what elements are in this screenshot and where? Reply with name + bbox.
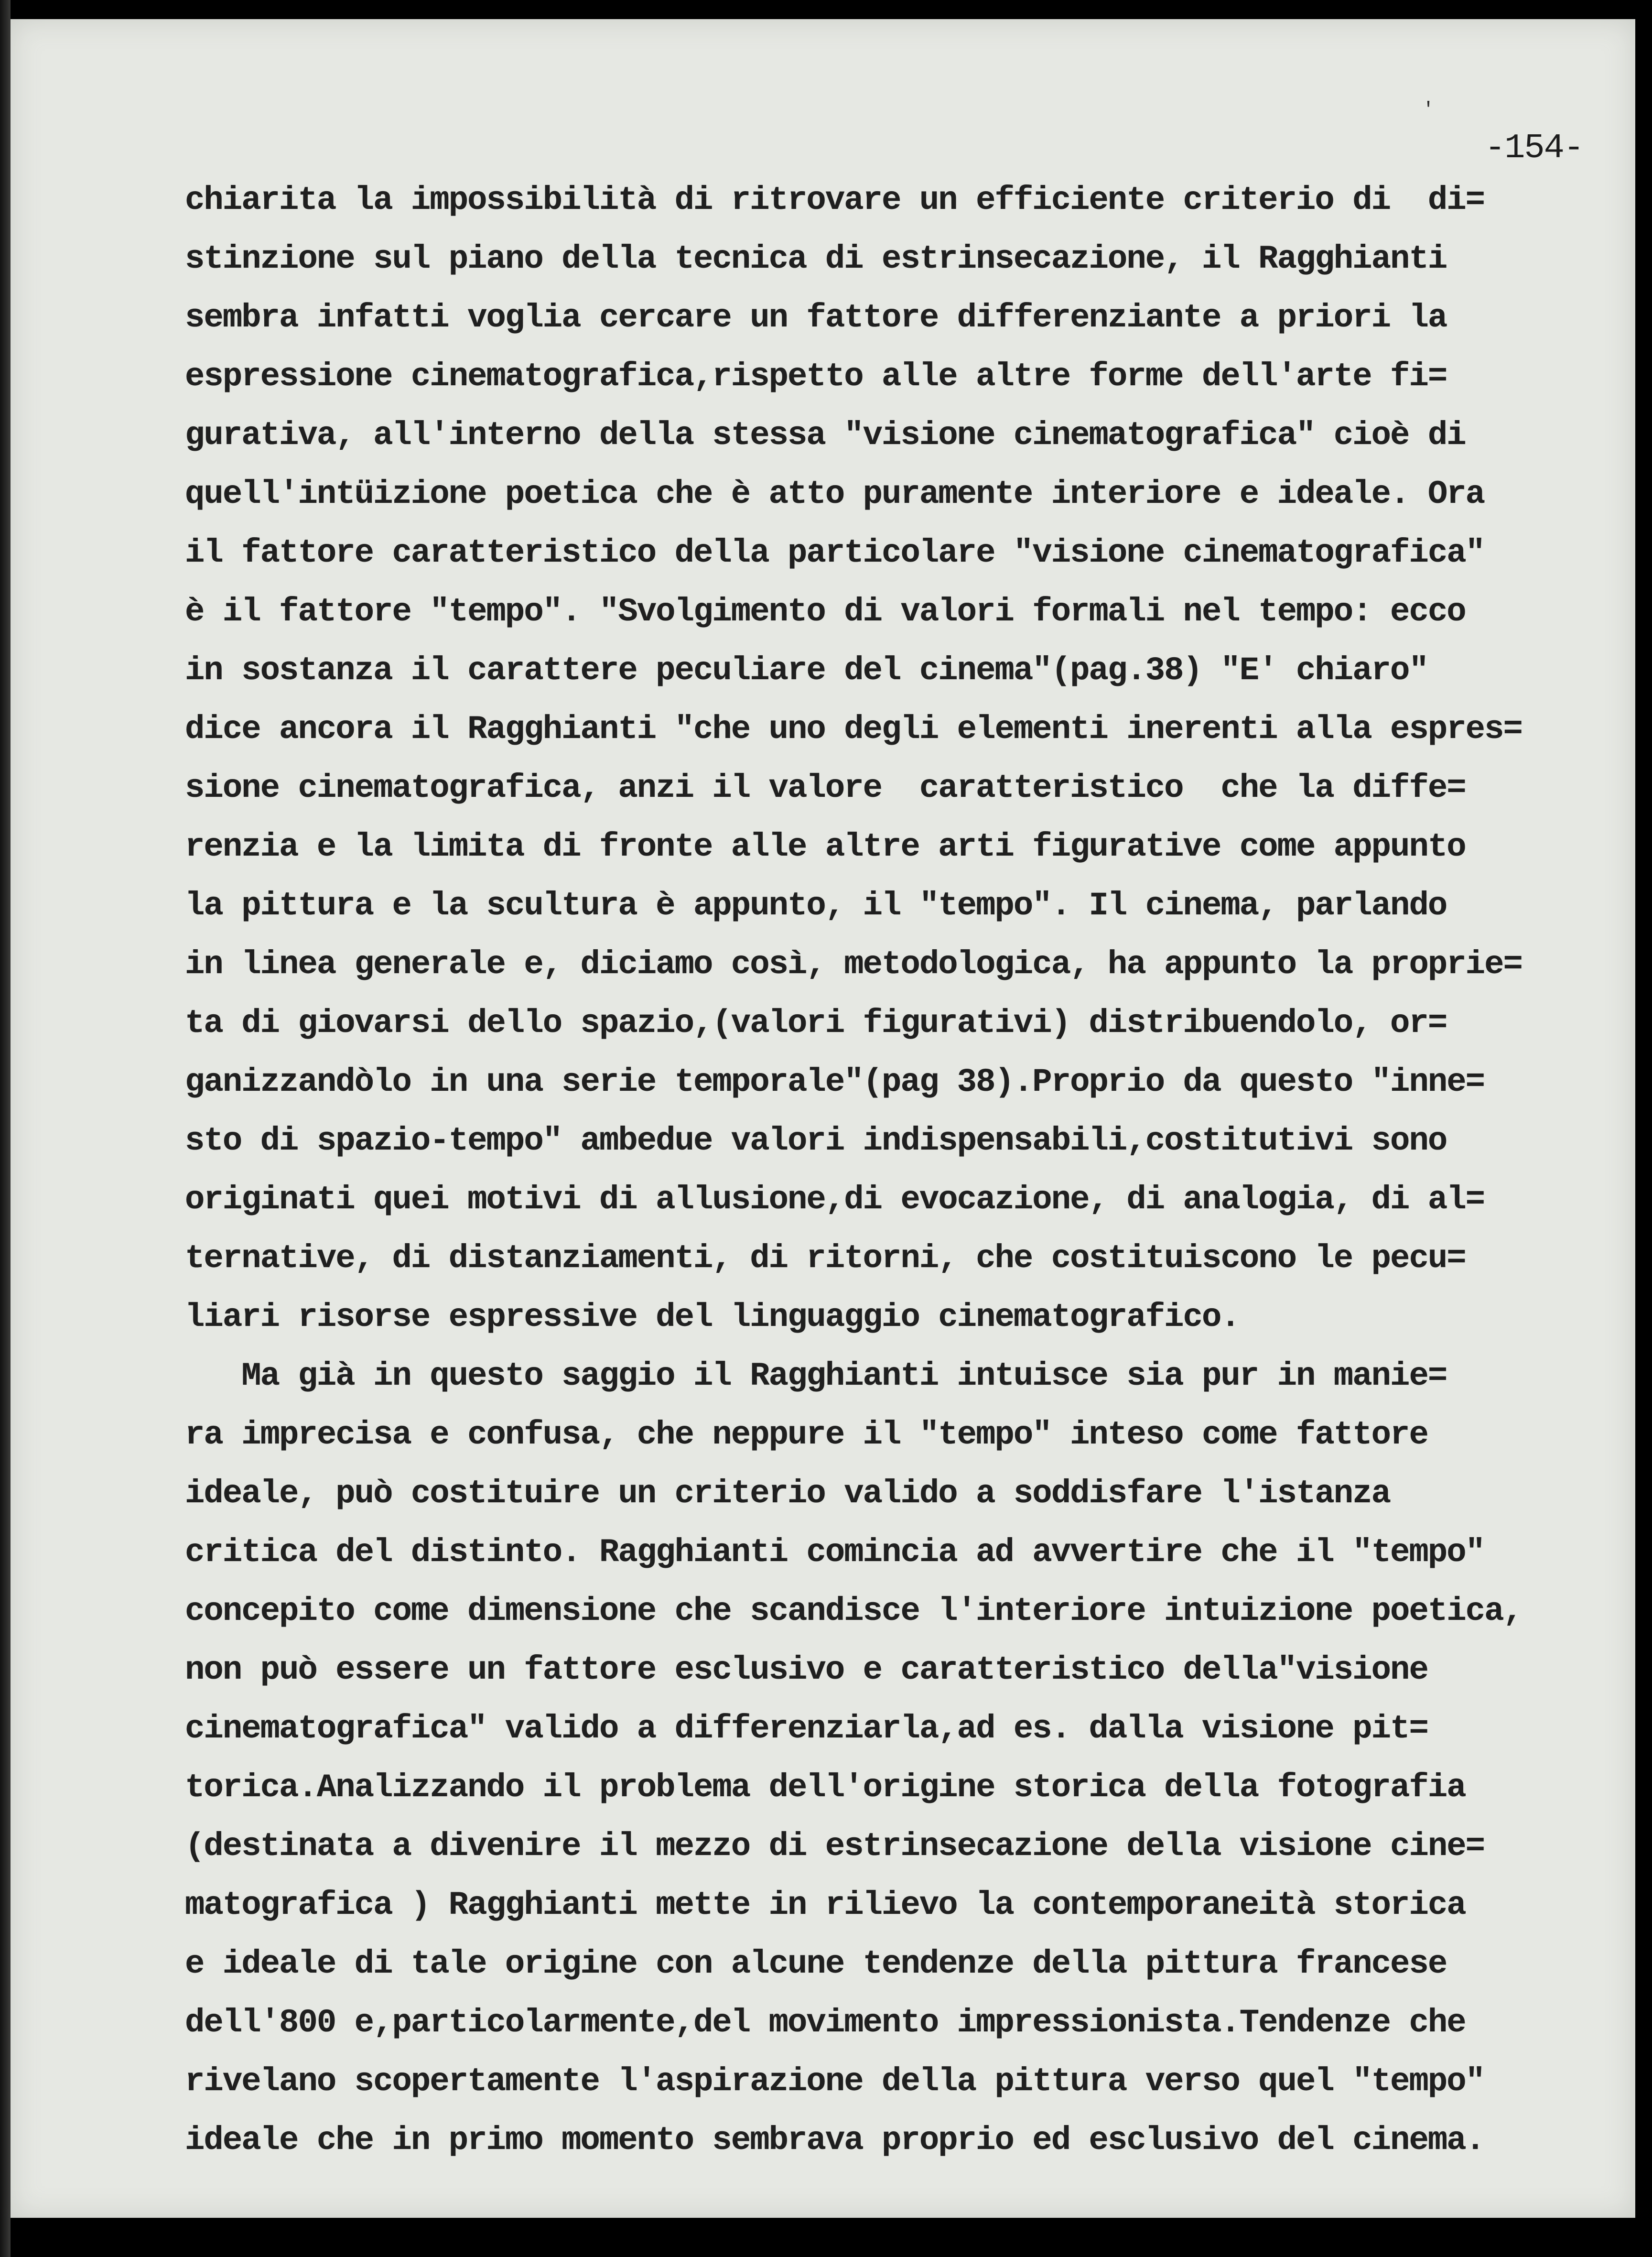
text-line: torica.Analizzando il problema dell'origine storica della fotografia [185, 1769, 1466, 1806]
page-number: -154- [1485, 129, 1584, 168]
text-line: il fattore caratteristico della particolare "visione cinematografica" [185, 534, 1485, 572]
text-line: rivelano scopertamente l'aspirazione della pittura verso quel "tempo" [185, 2063, 1485, 2100]
text-line: ideale che in primo momento sembrava proprio ed esclusivo del cinema. [185, 2122, 1485, 2159]
text-line: ta di giovarsi dello spazio,(valori figurativi) distribuendolo, or= [185, 1005, 1447, 1042]
text-line: ganizzandòlo in una serie temporale"(pag 38).Proprio da questo "inne= [185, 1063, 1485, 1101]
binding-edge [0, 0, 11, 2257]
text-line: critica del distinto. Ragghianti comincia ad avvertire che il "tempo" [185, 1534, 1485, 1571]
text-line: dice ancora il Ragghianti "che uno degli elementi inerenti alla espres= [185, 711, 1522, 748]
text-line: in sostanza il carattere peculiare del cinema"(pag.38) "E' chiaro" [185, 652, 1428, 689]
text-line: renzia e la limita di fronte alle altre arti figurative come appunto [185, 828, 1466, 866]
text-line: dell'800 e,particolarmente,del movimento impressionista.Tendenze che [185, 2004, 1466, 2041]
text-line: quell'intüizione poetica che è atto puramente interiore e ideale. Ora [185, 476, 1485, 513]
text-line: liari risorse espressive del linguaggio cinematografico. [185, 1299, 1240, 1336]
text-line: sione cinematografica, anzi il valore caratteristico che la diffe= [185, 770, 1466, 807]
text-line: chiarita la impossibilità di ritrovare un efficiente criterio di di= [185, 182, 1485, 219]
text-line: stinzione sul piano della tecnica di estrinsecazione, il Ragghianti [185, 240, 1447, 278]
text-line: espressione cinematografica,rispetto alle altre forme dell'arte fi= [185, 358, 1447, 395]
text-line: sembra infatti voglia cercare un fattore differenziante a priori la [185, 299, 1447, 336]
text-line: sto di spazio-tempo" ambedue valori indispensabili,costitutivi sono [185, 1122, 1447, 1160]
text-body [185, 171, 1571, 2170]
text-line: concepito come dimensione che scandisce l'interiore intuizione poetica, [185, 1593, 1522, 1630]
text-line: non può essere un fattore esclusivo e caratteristico della"visione [185, 1651, 1428, 1689]
text-line: gurativa, all'interno della stessa "visione cinematografica" cioè di [185, 417, 1466, 454]
text-line: Ma già in questo saggio il Ragghianti intuisce sia pur in manie= [185, 1357, 1447, 1395]
text-line: e ideale di tale origine con alcune tendenze della pittura francese [185, 1945, 1447, 1983]
text-line: in linea generale e, diciamo così, metodologica, ha appunto la proprie= [185, 946, 1522, 983]
text-line: ra imprecisa e confusa, che neppure il "tempo" inteso come fattore [185, 1416, 1428, 1454]
typewritten-page [11, 19, 1635, 2218]
text-line: ideale, può costituire un criterio valido a soddisfare l'istanza [185, 1475, 1391, 1512]
text-line: originati quei motivi di allusione,di evocazione, di analogia, di al= [185, 1181, 1485, 1218]
text-line: è il fattore "tempo". "Svolgimento di valori formali nel tempo: ecco [185, 593, 1466, 630]
text-line: ternative, di distanziamenti, di ritorni, che costituiscono le pecu= [185, 1240, 1466, 1277]
stray-ink-mark: ' [1423, 99, 1435, 121]
text-line: matografica ) Ragghianti mette in rilievo la contemporaneità storica [185, 1887, 1466, 1924]
text-line: cinematografica" valido a differenziarla,ad es. dalla visione pit= [185, 1710, 1428, 1747]
text-line: la pittura e la scultura è appunto, il "tempo". Il cinema, parlando [185, 887, 1447, 924]
text-line: (destinata a divenire il mezzo di estrinsecazione della visione cine= [185, 1828, 1485, 1865]
